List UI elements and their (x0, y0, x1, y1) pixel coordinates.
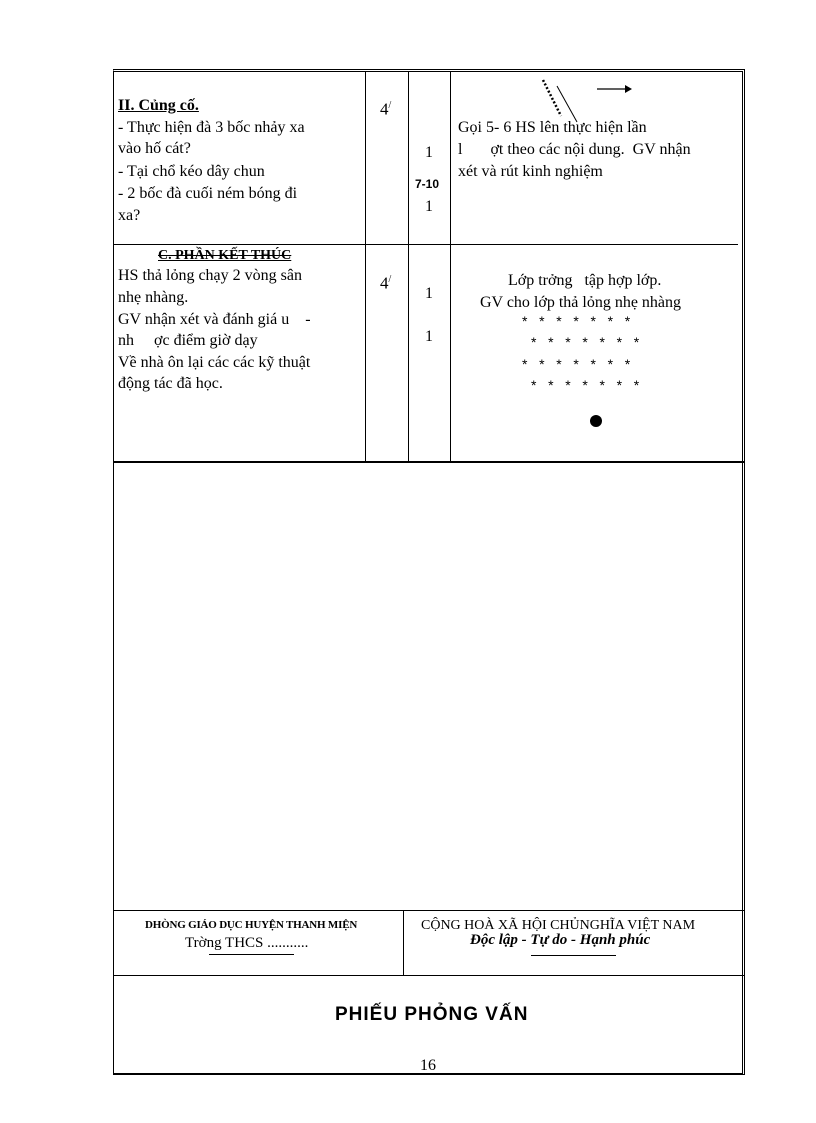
cung-co-count: 1 (425, 144, 433, 161)
row-divider-2 (114, 461, 744, 463)
col-divider-2 (408, 72, 409, 461)
col-divider-1 (365, 72, 366, 461)
row-divider-form (114, 975, 744, 976)
teacher-position-dot (590, 415, 602, 427)
time-mark: / (388, 100, 392, 111)
ket-thuc-count: 1 (425, 328, 433, 345)
cung-co-item: - Thực hiện đà 3 bốc nhảy xa (118, 119, 305, 136)
time-value: 4 (380, 273, 389, 293)
ket-thuc-item: động tác đã học. (118, 375, 223, 392)
footer-right-underline (531, 955, 616, 956)
ket-thuc-method: GV cho lớp thả lỏng nhẹ nhàng (480, 294, 682, 311)
footer-right-motto: Độc lập - Tự do - Hạnh phúc (470, 932, 651, 948)
formation-row: * * * * * * * (531, 334, 640, 350)
col-divider-3 (450, 72, 451, 461)
form-title: PHIẾU PHỎNG VẤN (335, 1004, 529, 1025)
cung-co-item: vào hố cát? (118, 140, 191, 157)
ket-thuc-item: nh ợc điểm giờ dạy (118, 332, 258, 349)
arrow-head (625, 85, 632, 93)
cung-co-count: 7-10 (415, 177, 440, 191)
dotted-run-line (543, 80, 561, 116)
footer-left-title: DHÒNG GIÁO DỤC HUYỆN THANH MIỆN (145, 919, 358, 931)
ket-thuc-item: GV nhận xét và đánh giá u - (118, 311, 311, 328)
cung-co-count: 1 (425, 198, 433, 215)
page-number: 16 (420, 1057, 436, 1074)
footer-left-underline (209, 954, 294, 955)
cung-co-time (380, 95, 391, 120)
formation-row: * * * * * * * (522, 313, 631, 329)
ket-thuc-heading: C. PHẦN KẾT THÚC (158, 248, 292, 263)
ket-thuc-item: Về nhà ôn lại các các kỹ thuật (118, 354, 311, 371)
footer-left-school: Trờng THCS ........... (185, 935, 309, 951)
ket-thuc-time (380, 269, 391, 294)
footer-right-title: CỘNG HOÀ XÃ HỘI CHỦNGHĨA VIỆT NAM (421, 918, 696, 933)
formation-row: * * * * * * * (522, 356, 631, 372)
cung-co-item: xa? (118, 207, 141, 224)
formation-row: * * * * * * * (531, 377, 640, 393)
ket-thuc-count: 1 (425, 285, 433, 302)
cung-co-method: l ợt theo các nội dung. GV nhận (458, 141, 691, 158)
cung-co-item: - 2 bốc đà cuối ném bóng đi (118, 185, 298, 202)
time-value: 4 (380, 99, 389, 119)
cung-co-method: Gọi 5- 6 HS lên thực hiện lần (458, 119, 647, 136)
time-mark: / (388, 274, 392, 285)
ket-thuc-item: nhẹ nhàng. (118, 289, 189, 306)
cung-co-heading: II. Củng cố. (118, 97, 199, 114)
footer-col-divider (403, 910, 404, 975)
ket-thuc-item: HS thả lỏng chạy 2 vòng sân (118, 267, 302, 284)
ket-thuc-method: Lớp trởng tập hợp lớp. (508, 272, 662, 289)
row-divider-footer (114, 910, 744, 911)
cung-co-item: - Tại chổ kéo dây chun (118, 163, 265, 180)
cung-co-method: xét và rút kinh nghiệm (458, 163, 603, 180)
